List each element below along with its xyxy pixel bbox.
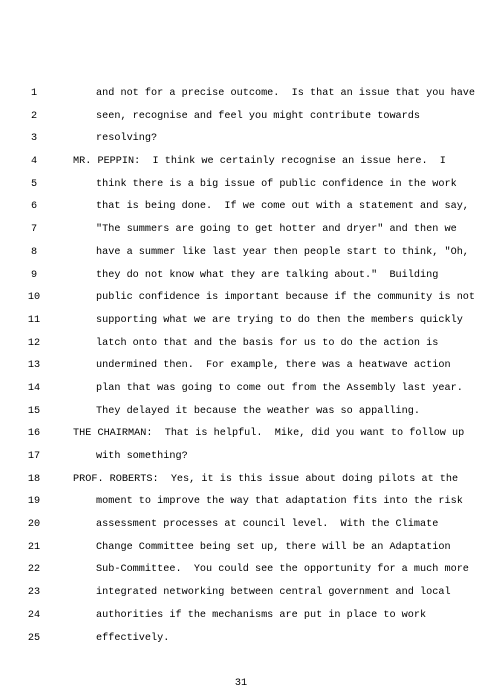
line-number: 19 <box>27 496 41 508</box>
line-number: 21 <box>27 541 41 553</box>
line-number: 1 <box>30 88 38 99</box>
line-text: effectively. <box>96 632 170 644</box>
transcript-line <box>0 451 482 474</box>
line-number: 12 <box>27 337 41 349</box>
line-number: 22 <box>27 564 41 576</box>
line-number: 14 <box>27 382 41 394</box>
line-number: 17 <box>27 451 41 462</box>
line-text: Sub-Committee. You could see the opportunity for a much more <box>96 564 469 576</box>
line-text: latch onto that and the basis for us to do the action is <box>96 337 439 349</box>
line-text: moment to improve the way that adaptation fits into the risk <box>96 496 463 508</box>
line-number: 7 <box>30 224 38 236</box>
transcript-line <box>0 224 482 247</box>
line-number: 24 <box>27 609 41 621</box>
transcript-line <box>0 519 482 542</box>
transcript-line <box>0 133 482 156</box>
line-number: 3 <box>30 133 38 145</box>
line-number: 9 <box>30 269 38 281</box>
line-text: that is being done. If we come out with a statement and say, <box>96 201 469 213</box>
line-number: 20 <box>27 519 41 531</box>
transcript-line <box>0 88 482 111</box>
transcript-line <box>0 496 482 519</box>
line-text: integrated networking between central government and local <box>96 587 451 599</box>
transcript-line <box>0 201 482 224</box>
line-text: public confidence is important because if the community is not <box>96 292 476 304</box>
line-number: 10 <box>27 292 41 304</box>
line-number: 18 <box>27 473 41 485</box>
transcript-line <box>0 474 482 497</box>
transcript-line <box>0 270 482 293</box>
line-text: think there is a big issue of public confidence in the work <box>96 178 457 190</box>
transcript-line <box>0 179 482 202</box>
transcript-line <box>0 542 482 565</box>
line-number: 16 <box>27 428 41 440</box>
line-text: They delayed it because the weather was so appalling. <box>96 405 421 417</box>
line-text: resolving? <box>96 133 158 145</box>
line-text: seen, recognise and feel you might contribute towards <box>96 110 421 122</box>
transcript-line <box>0 360 482 383</box>
transcript-line <box>0 587 482 610</box>
line-number: 23 <box>27 587 41 599</box>
transcript-line <box>0 564 482 587</box>
line-number: 15 <box>27 405 41 417</box>
line-number: 11 <box>27 314 41 326</box>
transcript-line <box>0 633 482 656</box>
speaker-line-text: PROF. ROBERTS: Yes, it is this issue about doing pilots at the <box>73 473 459 485</box>
transcript-body <box>0 88 482 655</box>
transcript-line <box>0 315 482 338</box>
line-text: with something? <box>96 451 188 462</box>
transcript-line <box>0 247 482 270</box>
line-text: undermined then. For example, there was a heatwave action <box>96 360 451 372</box>
line-text: plan that was going to come out from the Assembly last year. <box>96 382 463 394</box>
transcript-line <box>0 292 482 315</box>
transcript-line <box>0 156 482 179</box>
transcript-line <box>0 338 482 361</box>
line-text: supporting what we are trying to do then the members quickly <box>96 314 463 326</box>
speaker-line-text: THE CHAIRMAN: That is helpful. Mike, did you want to follow up <box>73 428 465 440</box>
line-text: authorities if the mechanisms are put in place to work <box>96 609 427 621</box>
line-number: 6 <box>30 201 38 213</box>
transcript-line <box>0 406 482 429</box>
line-text: have a summer like last year then people start to think, "Oh, <box>96 246 469 258</box>
line-number: 5 <box>30 178 38 190</box>
transcript-line <box>0 383 482 406</box>
line-number: 25 <box>27 632 41 644</box>
transcript-line <box>0 428 482 451</box>
page-number: 31 <box>234 678 248 689</box>
line-text: and not for a precise outcome. Is that an issue that you have <box>96 88 476 99</box>
line-text: assessment processes at council level. With the Climate <box>96 519 439 531</box>
line-number: 4 <box>30 156 38 168</box>
line-text: "The summers are going to get hotter and dryer" and then we <box>96 224 457 236</box>
line-number: 8 <box>30 246 38 258</box>
line-number: 13 <box>27 360 41 372</box>
line-text: Change Committee being set up, there will be an Adaptation <box>96 541 451 553</box>
line-number: 2 <box>30 110 38 122</box>
transcript-line <box>0 610 482 633</box>
line-text: they do not know what they are talking about." Building <box>96 269 439 281</box>
speaker-line-text: MR. PEPPIN: I think we certainly recognise an issue here. I <box>73 156 446 168</box>
transcript-line <box>0 111 482 134</box>
